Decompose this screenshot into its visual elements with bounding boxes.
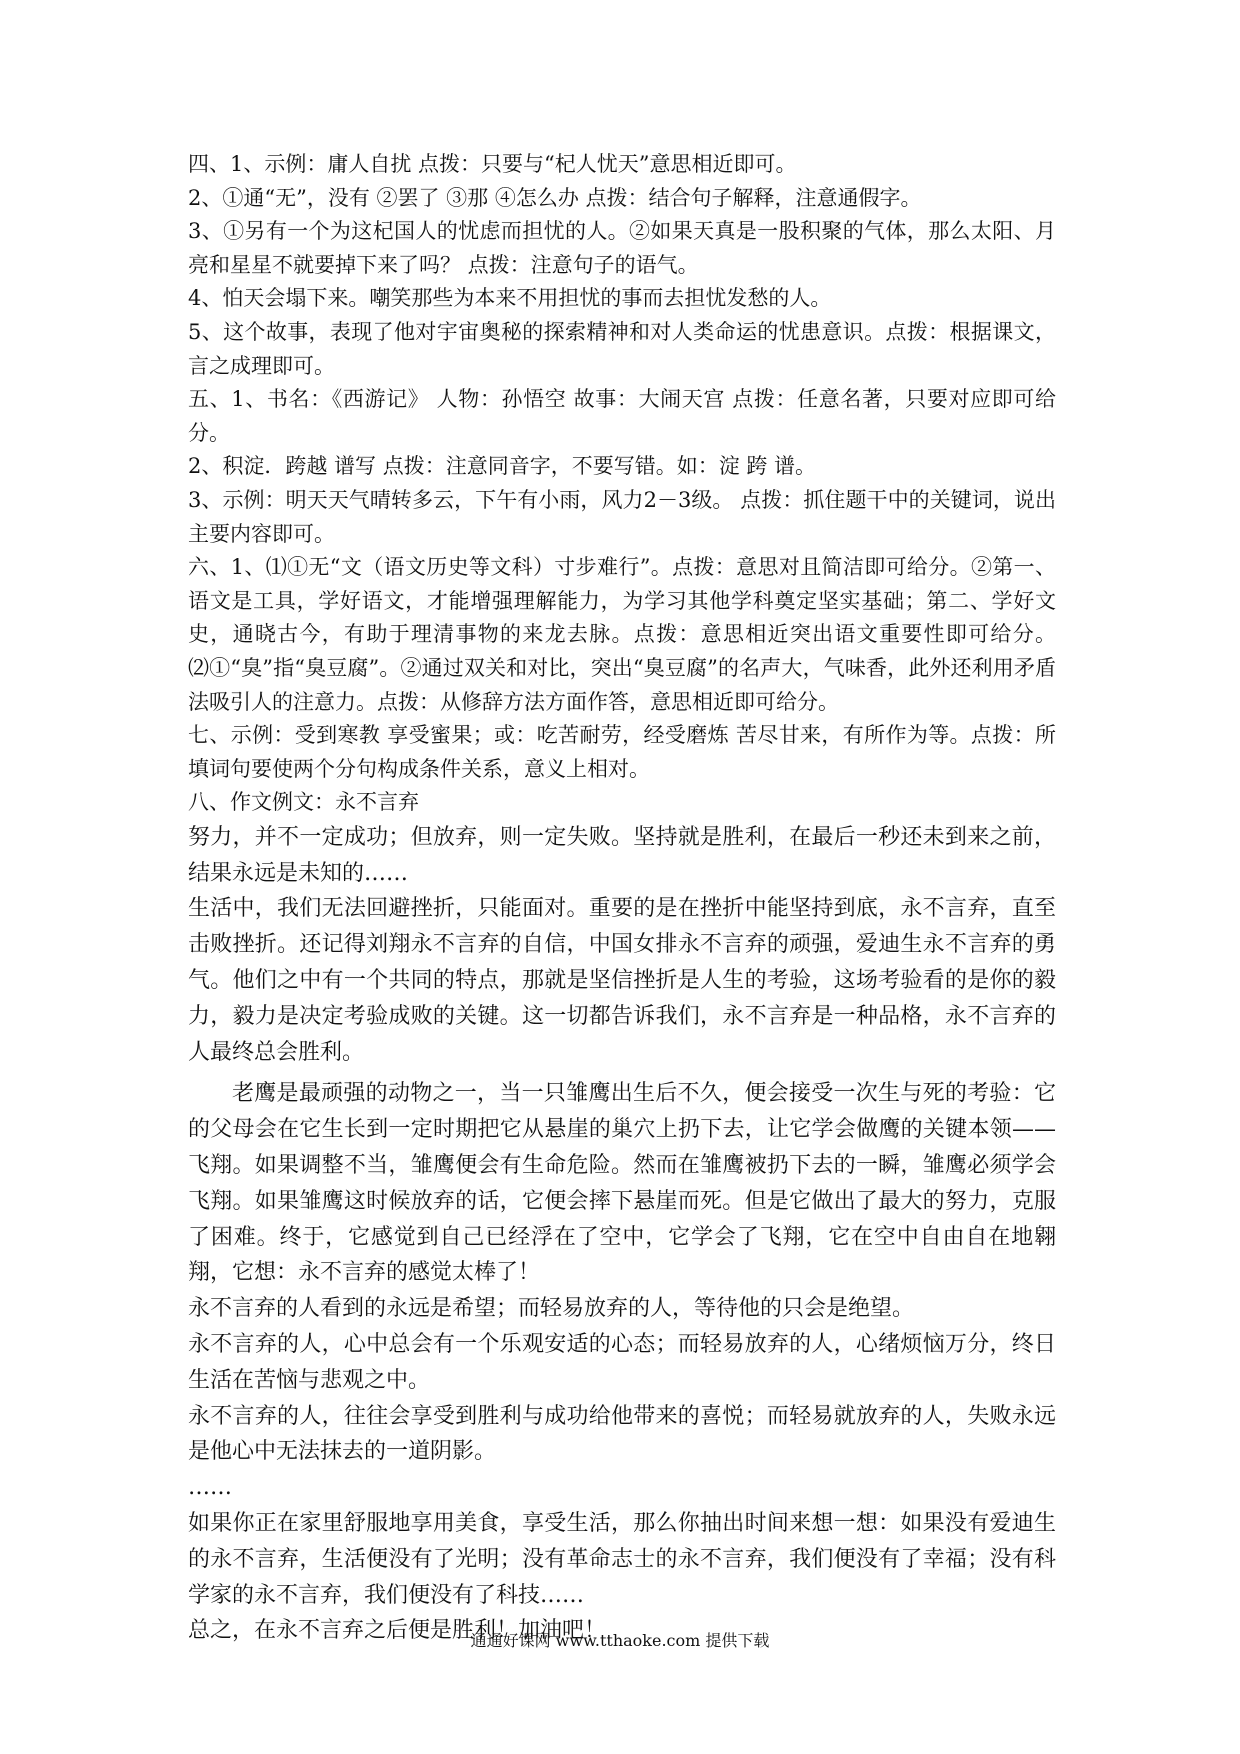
- essay-paragraph-2: 生活中，我们无法回避挫折，只能面对。重要的是在挫折中能坚持到底，永不言弃，直至击败挫折。还记得刘翔永不言弃的自信，中国女排永不言弃的顽强，爱迪生永不言弃的勇气。他们之中有一个共同的特点，那就是坚信挫折是人生的考验，这场考验看的是你的毅力，毅力是决定考验成败的关键。这一切都告诉我们，永不言弃是一种品格，永不言弃的人最终总会胜利。: [188, 896, 1056, 1065]
- essay-ellipsis: ……: [188, 1475, 232, 1501]
- essay-paragraph-5: 永不言弃的人，心中总会有一个乐观安适的心态；而轻易放弃的人，心绪烦恼万分，终日生活在苦恼与悲观之中。: [188, 1332, 1056, 1393]
- answer-6-1: 六、1、⑴①无“文（语文历史等文科）寸步难行”。点拨：意思对且简洁即可给分。②第一、语文是工具，学好语文，才能增强理解能力，为学习其他学科奠定坚实基础；第二、学好文史，通晓古今，有助于理清事物的来龙去脉。点拨：意思相近突出语文重要性即可给分。⑵①“臭”指“臭豆腐”。②通过双关和对比，突出“臭豆腐”的名声大，气味香，此外还利用矛盾法吸引人的注意力。点拨：从修辞方法方面作答，意思相近即可给分。: [188, 555, 1056, 714]
- answer-4-5: 5、这个故事，表现了他对宇宙奥秘的探索精神和对人类命运的忧患意识。点拨：根据课文，言之成理即可。: [188, 319, 1056, 378]
- essay-paragraph-4: 永不言弃的人看到的永远是希望；而轻易放弃的人，等待他的只会是绝望。: [188, 1296, 915, 1322]
- answer-4-2: 2、①通“无”，没有 ②罢了 ③那 ④怎么办 点拨：结合句子解释，注意通假字。: [188, 185, 922, 210]
- answer-5-1: 五、1、书名：《西游记》 人物：孙悟空 故事：大闹天宫 点拨：任意名著，只要对应即可给分。: [188, 387, 1056, 445]
- page-content: [188, 148, 1056, 1649]
- answer-4-3: 3、①另有一个为这杞国人的忧虑而担忧的人。②如果天真是一股积聚的气体，那么太阳、月亮和星星不就要掉下来了吗？ 点拨：注意句子的语气。: [188, 219, 1056, 277]
- answer-8-title: 八、作文例文：永不言弃: [188, 790, 419, 815]
- answer-4-1: 四、1、示例：庸人自扰 点拨：只要与“杞人忧天”意思相近即可。: [188, 152, 797, 176]
- essay-paragraph-7: 如果你正在家里舒服地享用美食，享受生活，那么你抽出时间来想一想：如果没有爱迪生的永不言弃，生活便没有了光明；没有革命志士的永不言弃，我们便没有了幸福；没有科学家的永不言弃，我们便没有了科技……: [188, 1511, 1056, 1608]
- essay-paragraph-1: 努力，并不一定成功；但放弃，则一定失败。坚持就是胜利，在最后一秒还未到来之前，结果永远是未知的……: [188, 824, 1056, 886]
- essay-body: [188, 820, 1056, 1649]
- essay-paragraph-3: 老鹰是最顽强的动物之一，当一只雏鹰出生后不久，便会接受一次生与死的考验：它的父母会在它生长到一定时期把它从悬崖的巢穴上扔下去，让它学会做鹰的关键本领——飞翔。如果调整不当，雏鹰便会有生命危险。然而在雏鹰被扔下去的一瞬，雏鹰必须学会飞翔。如果雏鹰这时候放弃的话，它便会摔下悬崖而死。但是它做出了最大的努力，克服了困难。终于，它感觉到自己已经浮在了空中，它学会了飞翔，它在空中自由自在地翱翔，它想：永不言弃的感觉太棒了！: [188, 1081, 1056, 1286]
- answer-5-3: 3、示例：明天天气晴转多云，下午有小雨，风力2－3级。 点拨：抓住题干中的关键词，说出主要内容即可。: [188, 487, 1056, 546]
- answer-section: [188, 148, 1056, 820]
- essay-paragraph-6: 永不言弃的人，往往会享受到胜利与成功给他带来的喜悦；而轻易就放弃的人，失败永远是他心中无法抹去的一道阴影。: [188, 1403, 1056, 1465]
- essay-conclusion: 总之，在永不言弃之后便是胜利！加油吧！: [188, 1618, 607, 1644]
- answer-4-4: 4、怕天会塌下来。嘲笑那些为本来不用担忧的事而去担忧发愁的人。: [188, 286, 832, 311]
- answer-5-2: 2、积淀．跨越 谱写 点拨：注意同音字，不要写错。如：淀 跨 谱。: [188, 454, 817, 479]
- page-footer: 通通好课网 www.tthaoke.com 提供下载: [470, 1631, 770, 1650]
- answer-7: 七、示例：受到寒教 享受蜜果；或：吃苦耐劳，经受磨炼 苦尽甘来，有所作为等。点拨：所填词句要使两个分句构成条件关系，意义上相对。: [188, 723, 1056, 781]
